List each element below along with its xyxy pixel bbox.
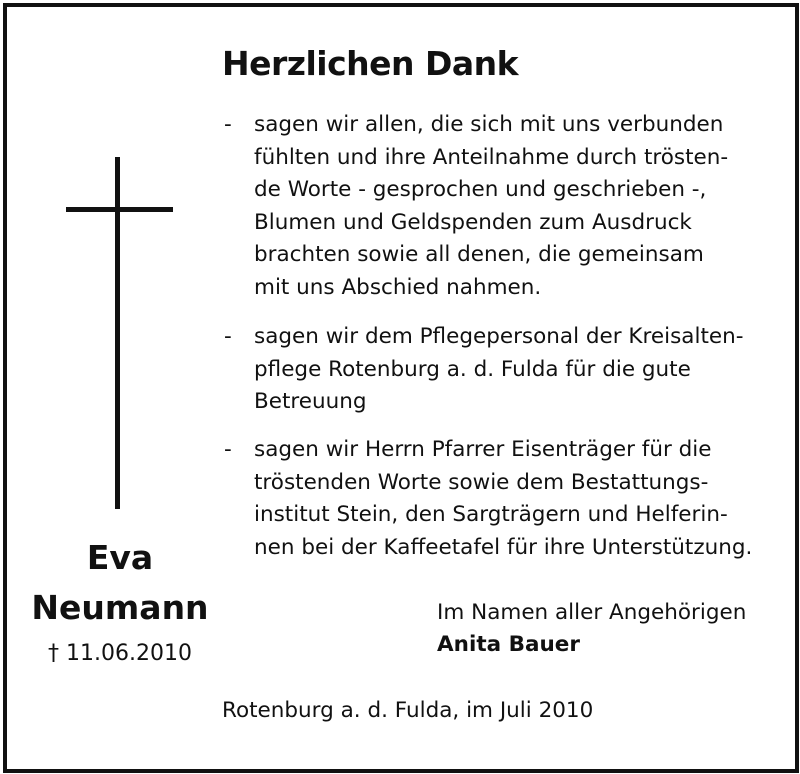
- item-dash: -: [224, 112, 232, 137]
- item-line: sagen wir Herrn Pfarrer Eisenträger für die: [254, 437, 712, 462]
- item-text: [254, 109, 784, 304]
- item-text: [254, 321, 784, 419]
- item-line: pflege Rotenburg a. d. Fulda für die gute: [254, 356, 691, 382]
- item-line: sagen wir dem Pflegepersonal der Kreisalten-: [254, 324, 744, 349]
- deceased-last-name: Neumann: [31, 588, 209, 627]
- item-line: mit uns Abschied nahmen.: [254, 274, 542, 300]
- item-text: [254, 434, 784, 564]
- item-dash: -: [224, 324, 232, 349]
- death-date: † 11.06.2010: [48, 641, 192, 666]
- item-line: Betreuung: [254, 389, 367, 414]
- item-line: tröstenden Worte sowie dem Bestattungs-: [254, 469, 709, 495]
- deceased-first-name: Eva: [86, 538, 154, 577]
- cross-icon-horizontal-bar: [66, 207, 173, 212]
- item-line: sagen wir allen, die sich mit uns verbunden: [254, 112, 724, 137]
- signature-line: Im Namen aller Angehörigen: [437, 600, 747, 625]
- notice-heading: Herzlichen Dank: [222, 44, 519, 83]
- item-dash: -: [224, 437, 232, 462]
- place-date: Rotenburg a. d. Fulda, im Juli 2010: [222, 698, 594, 723]
- item-line: nen bei der Kaffeetafel für ihre Unterstützung.: [254, 534, 753, 560]
- item-line: Blumen und Geldspenden zum Ausdruck: [254, 209, 692, 235]
- item-line: institut Stein, den Sargträgern und Helferin-: [254, 502, 728, 527]
- signature-name: Anita Bauer: [437, 632, 580, 657]
- item-line: fühlten und ihre Anteilnahme durch trösten-: [254, 144, 729, 170]
- item-line: brachten sowie all denen, die gemeinsam: [254, 242, 704, 267]
- item-line: de Worte - gesprochen und geschrieben -,: [254, 177, 707, 202]
